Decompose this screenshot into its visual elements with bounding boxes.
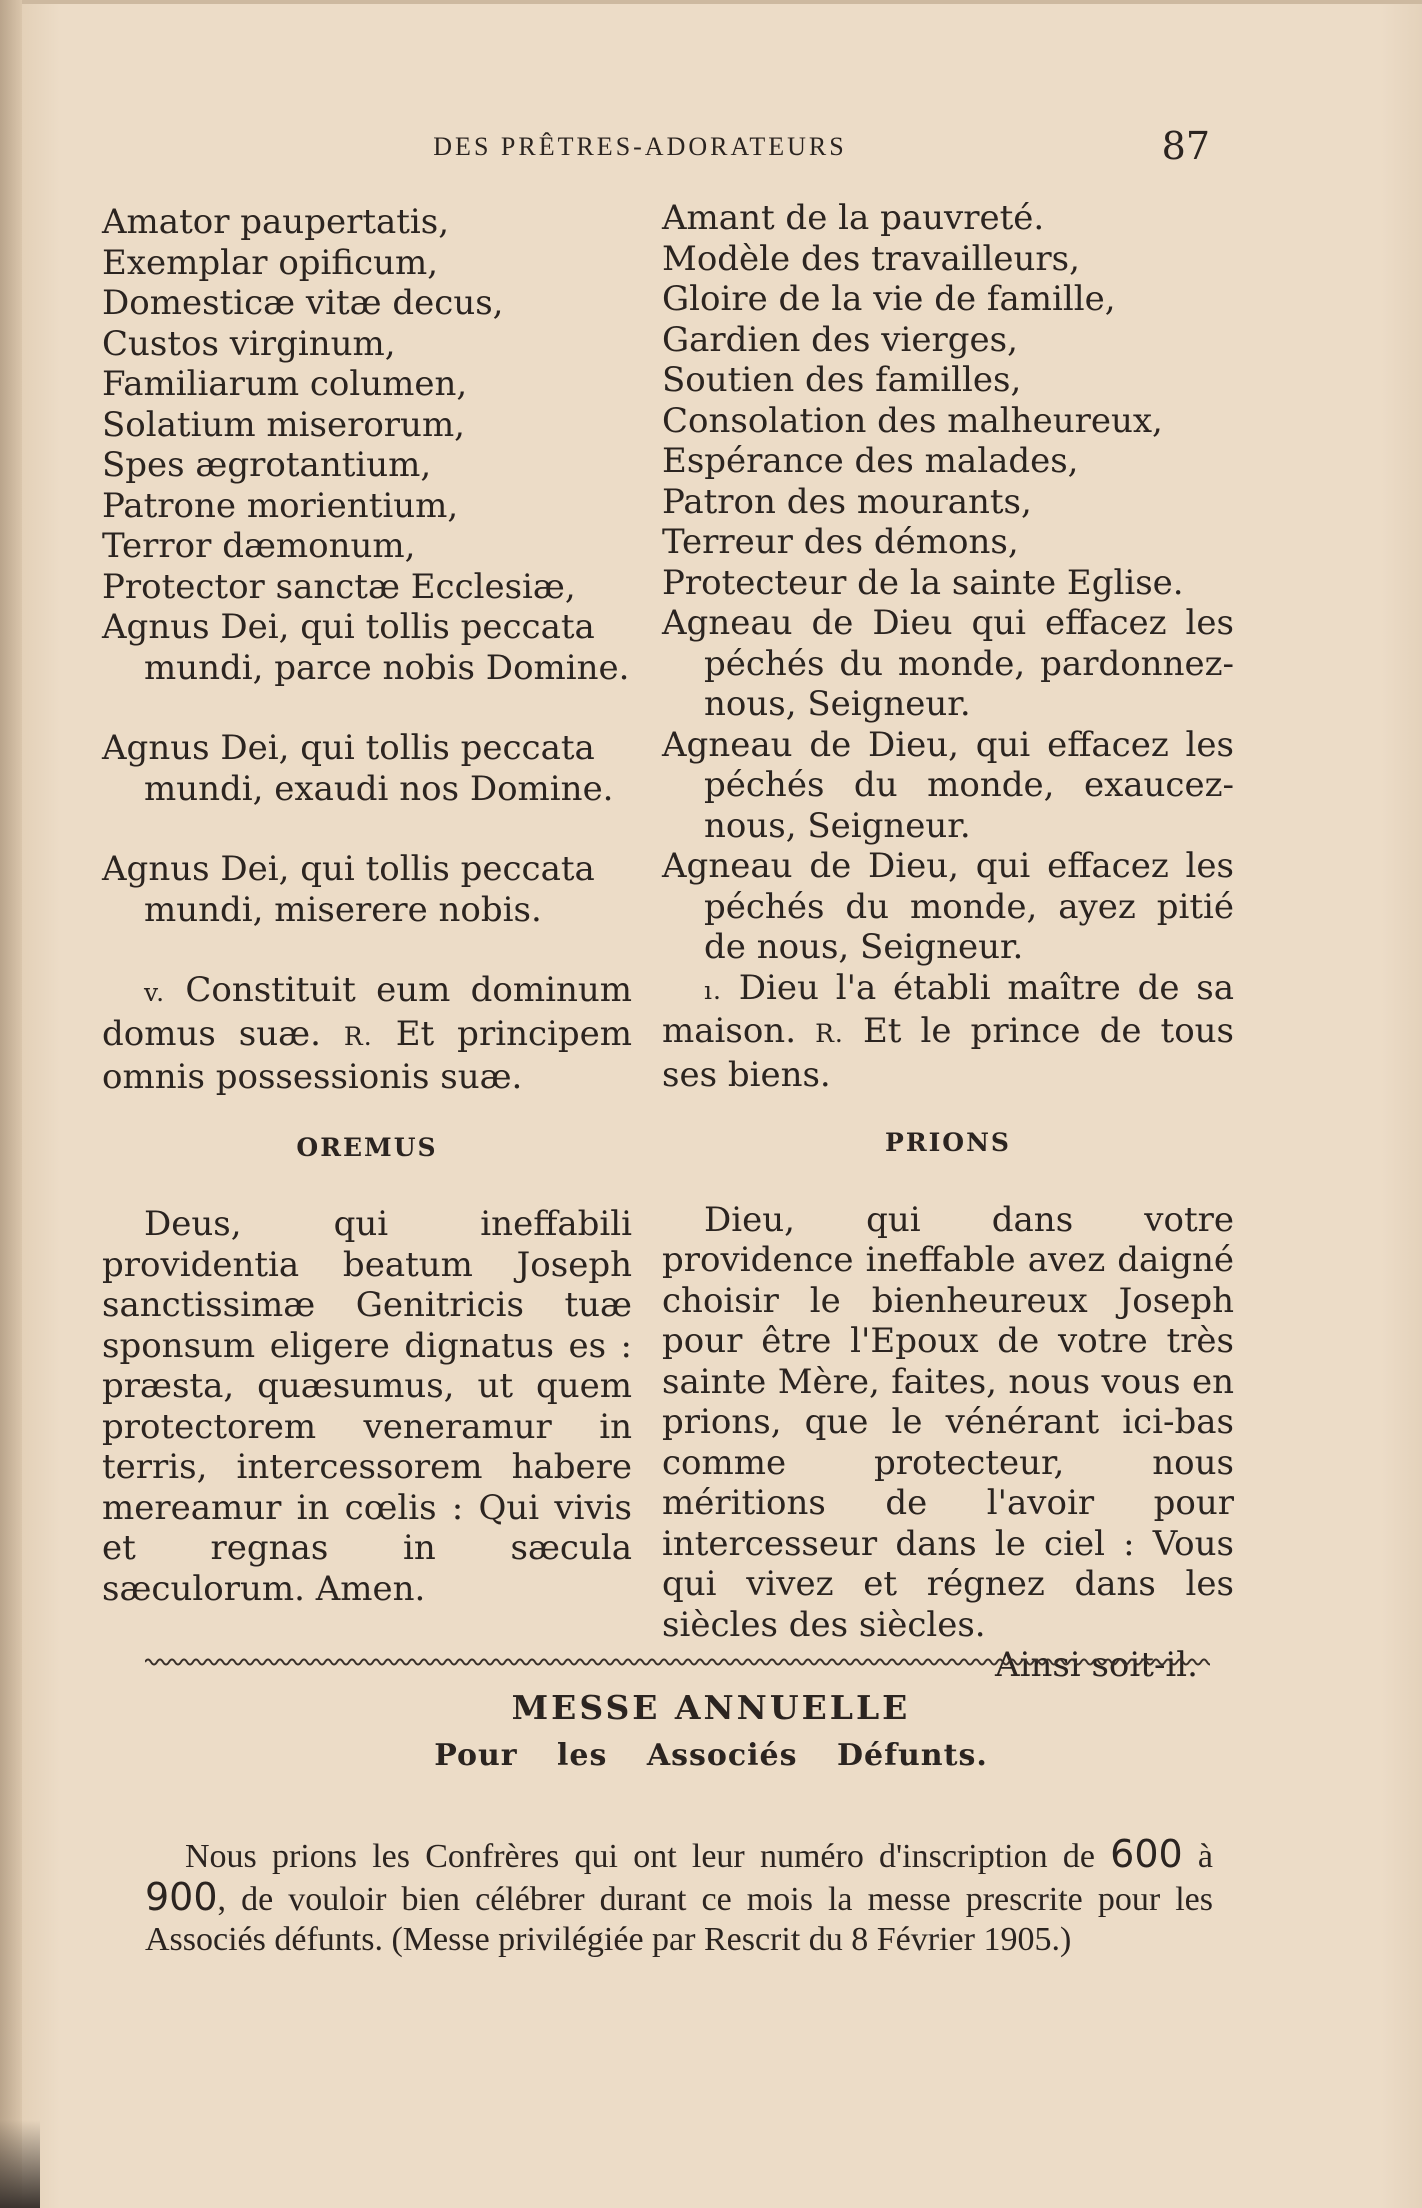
response-text: Et le prince de tous ses biens. bbox=[662, 1011, 1235, 1095]
notice-text-after: , de vouloir bien célébrer durant ce mois la messe prescrite pour les Associés défunts. (Messe privilégiée par Rescrit du 8 Février 1905.) bbox=[145, 1881, 1213, 1958]
litany-line: Familiarum columen, bbox=[102, 364, 468, 404]
versicle-french bbox=[662, 968, 1234, 1096]
notice-text-a: à bbox=[1197, 1838, 1214, 1875]
prayer-closing: Ainsi soit-il. bbox=[995, 1645, 1198, 1685]
prions-heading: PRIONS bbox=[885, 1128, 1011, 1157]
page-number: 87 bbox=[1161, 124, 1210, 168]
versicle-text: Dieu l'a établi maître de sa maison. bbox=[662, 967, 1235, 1051]
litany-line: Gardien des vierges, bbox=[662, 319, 1018, 360]
litany-line: Gloire de la vie de famille, bbox=[662, 279, 1116, 319]
agnus-dei-latin: Agnus Dei, qui tollis peccata mundi, exaudi nos Domine. bbox=[102, 728, 614, 809]
notice-text-before: Nous prions les Confrères qui ont leur numéro d'inscription de bbox=[185, 1838, 1095, 1875]
agnus-dei-latin: Agnus Dei, qui tollis peccata mundi, miserere nobis. bbox=[102, 849, 595, 930]
french-column bbox=[662, 198, 1234, 1686]
litany-line: Protector sanctæ Ecclesiæ, bbox=[102, 566, 576, 607]
litany-line: Domesticæ vitæ decus, bbox=[102, 283, 504, 323]
litany-line: Consolation des malheureux, bbox=[662, 400, 1163, 441]
agnus-dei-french: Agneau de Dieu, qui effacez les péchés du monde, ayez pitié de nous, Seigneur. bbox=[662, 846, 1234, 967]
prayer-latin-text: Deus, qui ineffabili providentia beatum Joseph sanctissimæ Genitricis tuæ sponsum eligere dignatus es : præsta, quæsumus, ut quem protectorem veneramur in terris, intercessorem habere mereamur in cœlis : Qui vivis et regnas in sæcula sæculorum. Amen. bbox=[102, 1204, 632, 1609]
litany-line: Exemplar opificum, bbox=[102, 242, 439, 283]
litany-line: Amant de la pauvreté. bbox=[662, 198, 1045, 238]
response-mark: R. bbox=[815, 1019, 844, 1048]
annual-mass-title: MESSE ANNUELLE bbox=[511, 1688, 911, 1727]
inscription-from: 600 bbox=[1110, 1832, 1183, 1876]
litany-line: Patron des mourants, bbox=[662, 481, 1032, 522]
versicle-latin bbox=[102, 930, 632, 1098]
litany-line: Soutien des familles, bbox=[662, 360, 1022, 400]
litany-line: Solatium miserorum, bbox=[102, 404, 465, 445]
prayer-french-text: Dieu, qui dans votre providence ineffable avez daigné choisir le bienheureux Joseph pour être l'Epoux de votre très sainte Mère, faites, nous vous en prions, que le vénérant ici-bas comme protecteur, nous méritions de l'avoir pour intercesseur dans le ciel : Vous qui vivez et régnez dans les siècles des siècles. bbox=[662, 1199, 1234, 1645]
versicle-mark: v. bbox=[144, 978, 166, 1007]
litany-line: Spes ægrotantium, bbox=[102, 445, 432, 485]
response-text: Et principem omnis possessionis suæ. bbox=[102, 1013, 633, 1097]
page-spine-shadow bbox=[0, 0, 22, 2208]
latin-column bbox=[102, 202, 632, 1609]
page-top-edge bbox=[0, 0, 1422, 4]
binding-corner bbox=[0, 2120, 40, 2208]
litany-line: Protecteur de la sainte Eglise. bbox=[662, 562, 1184, 603]
litany-line: Amator paupertatis, bbox=[102, 202, 450, 242]
litany-line: Terror dæmonum, bbox=[102, 526, 416, 566]
annual-mass-subtitle: Pour les Associés Défunts. bbox=[434, 1738, 988, 1773]
agnus-dei-french: Agneau de Dieu, qui effacez les péchés du monde, exaucez-nous, Seigneur. bbox=[662, 724, 1234, 846]
litany-line: Custos virginum, bbox=[102, 323, 396, 364]
response-mark: R. bbox=[343, 1021, 373, 1051]
litany-line: Terreur des démons, bbox=[662, 522, 1019, 562]
litany-line: Patrone morientium, bbox=[102, 485, 459, 526]
inscription-to: 900 bbox=[145, 1875, 218, 1919]
litany-line: Modèle des travailleurs, bbox=[662, 238, 1080, 279]
oremus-heading: OREMUS bbox=[296, 1132, 438, 1162]
versicle-text: Constituit eum dominum domus suæ. bbox=[102, 970, 632, 1054]
annual-mass-notice bbox=[145, 1834, 1213, 1960]
wavy-divider bbox=[145, 1655, 1210, 1669]
agnus-dei-latin: Agnus Dei, qui tollis peccata mundi, parce nobis Domine. bbox=[102, 607, 630, 688]
versicle-mark: ı. bbox=[704, 975, 722, 1005]
litany-line: Espérance des malades, bbox=[662, 441, 1079, 481]
agnus-dei-french: Agneau de Dieu qui effacez les péchés du monde, pardonnez-nous, Seigneur. bbox=[662, 603, 1234, 724]
running-title: DES PRÊTRES-ADORATEURS bbox=[433, 132, 847, 161]
